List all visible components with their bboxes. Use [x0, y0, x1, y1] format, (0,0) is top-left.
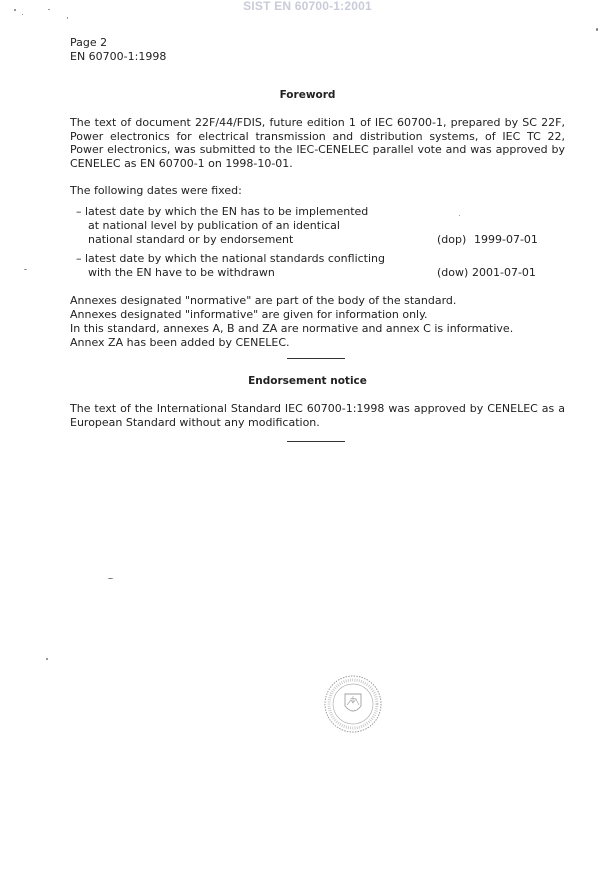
- endorsement-paragraph: The text of the International Standard IEC 60700-1:1998 was approved by CENELEC as a European Standard without any modification.: [70, 402, 565, 429]
- foreword-paragraph: The text of document 22F/44/FDIS, future edition 1 of IEC 60700-1, prepared by SC 22F, Power electronics for electrical transmission and distribution systems, of IEC TC 22, Power electronics, was submitted to the IEC-CENELEC parallel vote and was approved by CENELEC as EN 60700-1 on 1998-10-01.: [70, 116, 565, 170]
- scan-speck: [67, 17, 68, 19]
- scan-speck: [459, 215, 460, 216]
- date-value: 2001-07-01: [472, 266, 536, 279]
- watermark: SIST EN 60700-1:2001: [243, 0, 372, 13]
- document-id: EN 60700-1:1998: [70, 50, 167, 63]
- foreword-title: Foreword: [279, 89, 336, 101]
- date-code: (dow): [437, 266, 469, 279]
- annex-note: Annexes designated "informative" are given for information only.: [70, 308, 428, 321]
- scan-speck: [48, 9, 50, 10]
- dates-intro: The following dates were fixed:: [70, 184, 242, 197]
- scan-speck: [596, 28, 598, 31]
- annex-note: In this standard, annexes A, B and ZA are normative and annex C is informative.: [70, 322, 514, 335]
- date-code: (dop): [437, 233, 467, 246]
- annex-note: Annexes designated "normative" are part of the body of the standard.: [70, 294, 457, 307]
- annex-note: Annex ZA has been added by CENELEC.: [70, 336, 290, 349]
- scan-speck: [46, 658, 48, 660]
- date-entry-line: at national level by publication of an identical: [88, 219, 340, 232]
- page-header: [70, 36, 166, 64]
- date-value: 1999-07-01: [474, 233, 538, 246]
- section-separator: [287, 358, 345, 359]
- scan-speck: [108, 578, 113, 579]
- date-entry-line: national standard or by endorsement: [88, 233, 294, 246]
- scan-speck: [24, 269, 27, 270]
- end-separator: [287, 441, 345, 442]
- page-number: Page 2: [70, 36, 108, 49]
- date-entry-line: – latest date by which the national standards conflicting: [76, 252, 385, 265]
- scan-speck: [14, 9, 16, 11]
- scan-speck: [22, 14, 23, 15]
- official-seal: [323, 674, 383, 734]
- endorsement-title: Endorsement notice: [248, 375, 367, 387]
- date-entry-line: – latest date by which the EN has to be implemented: [76, 205, 369, 218]
- date-entry-line: with the EN have to be withdrawn: [88, 266, 275, 279]
